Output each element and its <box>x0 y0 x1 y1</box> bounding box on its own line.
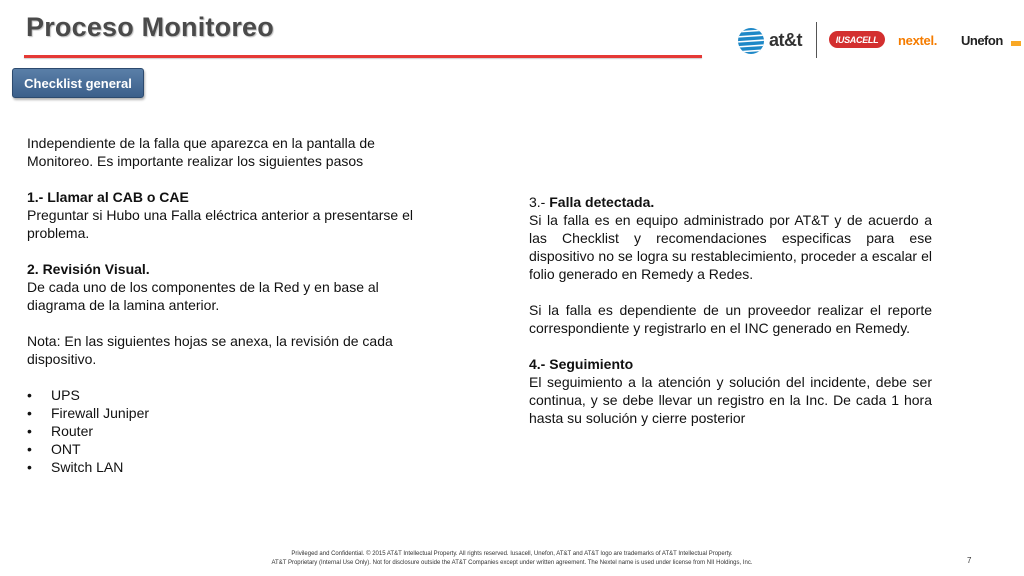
note-text: Nota: En las siguientes hojas se anexa, la revisión de cada dispositivo. <box>27 333 393 367</box>
step1-text: Preguntar si Hubo una Falla eléctrica anterior a presentarse el problema. <box>27 207 413 241</box>
footer-line-1: Privileged and Confidential. © 2015 AT&T Intellectual Property. All rights reserved. Iusacell, Unefon, AT&T and AT&T logo are trademarks of AT&T Intellectual Property. <box>291 551 733 557</box>
footer-line-2: AT&T Proprietary (Internal Use Only). Not for disclosure outside the AT&T Companies except under written agreement. The Nextel name is used under license from NII Holdings, Inc. <box>271 560 753 566</box>
step3-heading-line <box>529 193 932 211</box>
checklist-general-button[interactable]: Checklist general <box>12 68 144 98</box>
step2-text: De cada uno de los componentes de la Red y en base al diagrama de la lamina anterior. <box>27 279 379 313</box>
legal-footer <box>0 550 1024 568</box>
step3-prefix: 3.- <box>529 194 550 210</box>
right-column <box>529 193 932 427</box>
list-item <box>27 422 425 440</box>
intro-text: Independiente de la falla que aparezca en la pantalla de Monitoreo. Es importante realizar los siguientes pasos <box>27 135 375 169</box>
list-item <box>27 386 425 404</box>
step4-heading: 4.- Seguimiento <box>529 356 634 372</box>
bullet-icon: • <box>27 459 32 475</box>
list-item <box>27 404 425 422</box>
unefon-mark-icon <box>1011 41 1021 46</box>
page-title: Proceso Monitoreo <box>26 12 274 42</box>
device-label: Switch LAN <box>51 459 124 475</box>
step3-text-provider: Si la falla es dependiente de un proveedor realizar el reporte correspondiente y registrarlo en el INC generado en Remedy. <box>529 302 932 336</box>
bullet-icon: • <box>27 423 32 439</box>
left-column <box>27 134 425 476</box>
step1-heading: 1.- Llamar al CAB o CAE <box>27 189 189 205</box>
att-logo: at&t <box>769 30 802 50</box>
step2-heading: 2. Revisión Visual. <box>27 261 150 277</box>
logo-divider <box>816 22 817 58</box>
title-underline <box>24 55 702 58</box>
att-globe-icon <box>736 26 766 56</box>
step3-heading: Falla detectada. <box>549 194 655 210</box>
bullet-icon: • <box>27 387 32 403</box>
device-label: Router <box>51 423 94 439</box>
device-label: Firewall Juniper <box>51 405 150 421</box>
page-number: 7 <box>967 556 972 565</box>
device-label: ONT <box>51 441 81 457</box>
device-label: UPS <box>51 387 80 403</box>
step3-text: Si la falla es en equipo administrado por AT&T y de acuerdo a las Checklist y recomendaciones especificas para ese dispositivo no se logra su restablecimiento, proceder a escalar el folio generado en Remedy a Redes. <box>529 212 932 282</box>
list-item <box>27 458 425 476</box>
nextel-logo: nextel. <box>898 33 938 48</box>
list-item <box>27 440 425 458</box>
iusacell-logo: IUSACELL <box>829 31 885 48</box>
step4-text: El seguimiento a la atención y solución del incidente, debe ser continua, y se debe llevar un registro en la Inc. De cada 1 hora hasta su solución y cierre posterior <box>529 374 932 426</box>
device-list <box>27 386 425 476</box>
bullet-icon: • <box>27 441 32 457</box>
bullet-icon: • <box>27 405 32 421</box>
unefon-logo: Unefon <box>961 33 1003 48</box>
